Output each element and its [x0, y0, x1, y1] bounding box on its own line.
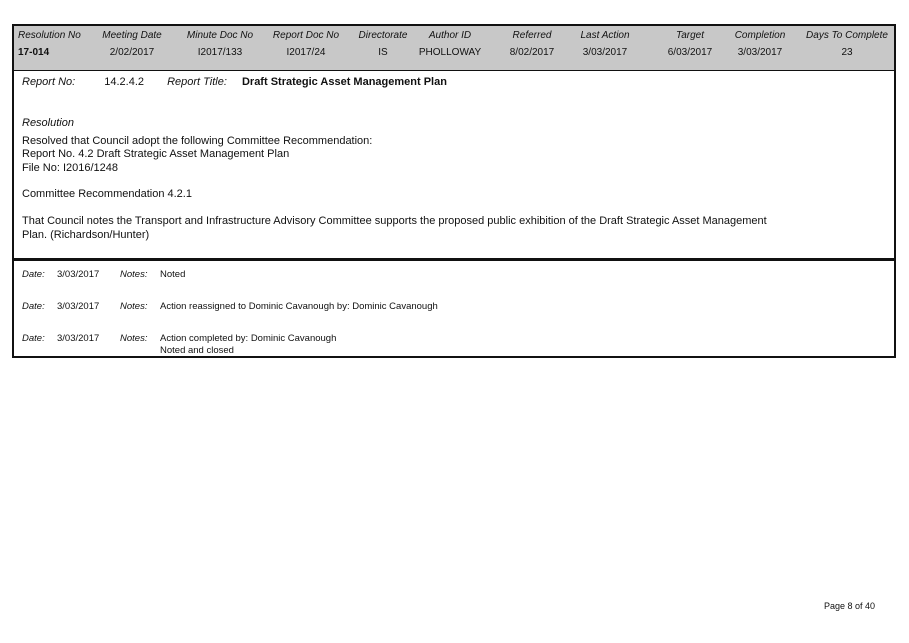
col-label: Minute Doc No — [186, 30, 254, 41]
days-to-complete: 23 — [841, 47, 853, 58]
resolution-heading: Resolution — [22, 117, 74, 129]
resolution-record — [12, 24, 896, 358]
report-doc-number: I2017/24 — [286, 47, 326, 58]
action-note-line: Noted and closed — [160, 345, 234, 356]
report-no-label: Report No: — [22, 76, 76, 88]
notes-label: Notes: — [120, 269, 148, 280]
col-minute-doc-no — [182, 26, 258, 70]
record-header — [12, 24, 896, 70]
meeting-date: 2/02/2017 — [109, 47, 155, 58]
resolution-line: Resolved that Council adopt the following Committee Recommendation: — [22, 134, 373, 147]
col-label: Referred — [512, 30, 552, 41]
resolution-line: That Council notes the Transport and Infrastructure Advisory Committee supports the proposed public exhibition of the Draft Strategic Asset Management — [22, 214, 767, 227]
completion-date: 3/03/2017 — [737, 47, 783, 58]
resolution-line: Committee Recommendation 4.2.1 — [22, 188, 192, 201]
action-note: Noted — [160, 269, 186, 280]
report-no-value: 14.2.4.2 — [104, 76, 145, 88]
resolution-line: File No: I2016/1248 — [22, 161, 119, 174]
col-author-id — [414, 26, 486, 70]
col-label: Days To Complete — [806, 30, 888, 41]
action-date: 3/03/2017 — [57, 333, 100, 344]
col-referred — [500, 26, 564, 70]
col-meeting-date — [98, 26, 166, 70]
resolution-number: 17-014 — [18, 47, 50, 58]
col-label: Report Doc No — [272, 30, 340, 41]
report-title-value: Draft Strategic Asset Management Plan — [241, 76, 447, 88]
report-title-label: Report Title: — [167, 76, 227, 88]
col-label: Target — [676, 30, 704, 41]
col-completion — [728, 26, 792, 70]
notes-label: Notes: — [120, 301, 148, 312]
notes-label: Notes: — [120, 333, 148, 344]
col-label: Last Action — [580, 30, 630, 41]
col-label: Author ID — [428, 30, 472, 41]
col-target — [660, 26, 720, 70]
col-days-to-complete — [800, 26, 894, 70]
resolution-line: Report No. 4.2 Draft Strategic Asset Management Plan — [22, 148, 290, 161]
col-directorate — [352, 26, 414, 70]
action-date: 3/03/2017 — [57, 269, 100, 280]
resolution-line: Plan. (Richardson/Hunter) — [22, 228, 150, 241]
directorate: IS — [378, 47, 388, 58]
action-log — [12, 260, 896, 358]
col-label: Completion — [734, 30, 786, 41]
action-note-line: Action completed by: Dominic Cavanough — [160, 333, 337, 344]
col-label: Directorate — [358, 30, 408, 41]
col-resolution-no — [18, 26, 98, 70]
date-label: Date: — [22, 333, 45, 344]
page-number: Page 8 of 40 — [823, 601, 875, 611]
date-label: Date: — [22, 301, 45, 312]
col-last-action — [572, 26, 638, 70]
resolution-text — [22, 117, 767, 242]
target-date: 6/03/2017 — [667, 47, 713, 58]
referred-date: 8/02/2017 — [509, 47, 555, 58]
col-report-doc-no — [270, 26, 342, 70]
report-details — [12, 70, 896, 260]
action-note — [160, 333, 336, 357]
col-label: Meeting Date — [102, 30, 162, 41]
action-note: Action reassigned to Dominic Cavanough by: Dominic Cavanough — [160, 301, 438, 312]
last-action-date: 3/03/2017 — [582, 47, 628, 58]
report-heading-row — [22, 76, 447, 88]
minute-doc-number: I2017/133 — [197, 47, 243, 58]
author-id: PHOLLOWAY — [418, 47, 482, 58]
date-label: Date: — [22, 269, 45, 280]
col-label: Resolution No — [18, 30, 81, 41]
action-date: 3/03/2017 — [57, 301, 100, 312]
